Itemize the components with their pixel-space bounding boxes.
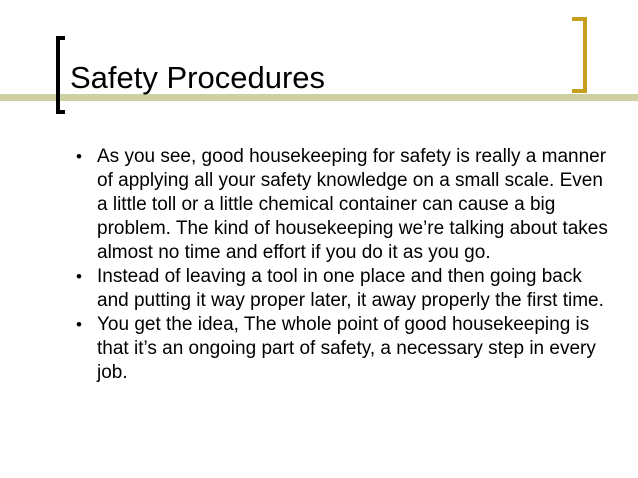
bullet-item [74,265,614,313]
right-bracket-decoration [572,17,587,93]
bullet-list [74,145,614,385]
bullet-text: You get the idea, The whole point of good housekeeping is that it’s an ongoing part of safety, a necessary step in every job. [97,314,596,383]
bullet-item [74,145,614,265]
bullet-icon: • [76,267,82,286]
bullet-item [74,313,614,385]
bullet-text: Instead of leaving a tool in one place and then going back and putting it way proper later, it away properly the first time. [97,266,604,311]
slide-title: Safety Procedures [70,60,326,95]
left-bracket-decoration [56,36,65,114]
bullet-icon: • [76,315,82,334]
bullet-icon: • [76,147,82,166]
bullet-text: As you see, good housekeeping for safety is really a manner of applying all your safety knowledge on a small scale. Even a little toll or a little chemical container can cause a big problem. The kind of housekeeping we’re talking about takes almost no time and effort if you do it as you go. [97,146,608,263]
